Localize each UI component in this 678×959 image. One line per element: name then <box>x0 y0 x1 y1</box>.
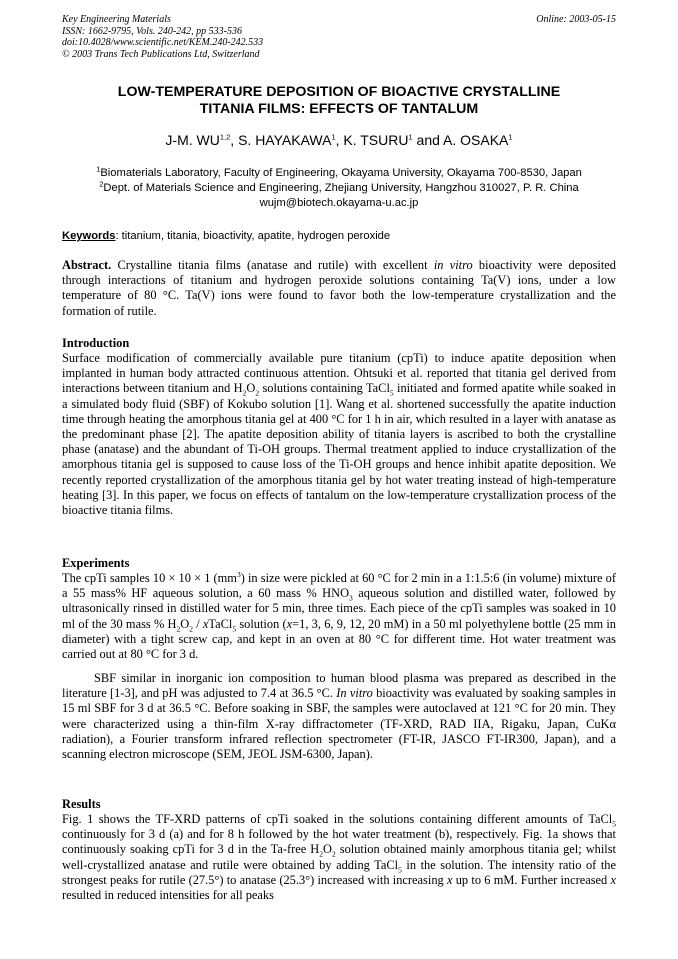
abstract-label: Abstract. <box>62 258 112 272</box>
author-name: J-M. WU <box>165 132 220 148</box>
superscript: 3 <box>236 569 241 579</box>
author-affil-mark: 1 <box>508 132 513 142</box>
title-line-1: LOW-TEMPERATURE DEPOSITION OF BIOACTIVE CRYSTALLINE <box>117 84 561 100</box>
italic-var: x <box>446 872 453 887</box>
subscript: 2 <box>242 388 247 398</box>
affiliations <box>62 166 616 211</box>
contact-email: wujm@biotech.okayama-u.ac.jp <box>259 197 419 209</box>
exp-text: TaCl <box>208 616 233 631</box>
keywords-text: : titanium, titania, bioactivity, apatite, hydrogen peroxide <box>115 230 391 242</box>
introduction-paragraph <box>62 351 616 518</box>
results-paragraph <box>62 812 616 903</box>
subscript: 2 <box>176 624 181 634</box>
affil-mark: 2 <box>99 179 104 189</box>
exp-text: bioactivity was evaluated by soaking samples in 15 ml SBF for 3 d at 36.5 °C. Before soaking in SBF, the samples were autoclaved at 121 °C for 20 min. They were characterized using a thin-film X-ray diffractometer (TF-XRD, RAD IIA, Rigaku, Japan, CuKα radiation), a Fourier transform infrared reflection spectrometer (FT-IR, JASCO FT-IR300, Japan), and a scanning electron microscope (SEM, JEOL JSM-6300, Japan). <box>62 686 616 762</box>
intro-text: solutions containing TaCl <box>259 381 390 396</box>
author-name: , K. TSURU <box>335 132 409 148</box>
subscript: 5 <box>398 865 402 875</box>
res-text: continuously for 3 d (a) and for 8 h followed by the hot water treatment (b), respectively. Fig. 1a shows that continuously soaking cpTi for 3 d in the Ta-free H <box>62 827 616 857</box>
abstract-italic: in vitro <box>433 258 473 272</box>
res-text: in the solution. The intensity ratio of the strongest peaks for rutile (27.5°) to anatase (25.3°) increased with increasing <box>62 857 616 887</box>
experiments-paragraph-1 <box>62 571 616 662</box>
exp-text: The cpTi samples 10 × 10 × 1 (mm <box>62 571 237 585</box>
subscript: 2 <box>331 849 336 859</box>
subscript: 3 <box>349 593 353 603</box>
subscript: 5 <box>232 624 237 634</box>
res-text: Fig. 1 shows the TF-XRD patterns of cpTi soaked in the solutions containing different amounts of TaCl <box>62 812 613 826</box>
abstract-text: bioactivity were deposited through interactions of titanium and hydrogen peroxide solutions containing Ta(V) ions, under a low temperature of 80 °C. Ta(V) ions were found to favor both the low-temperature crystallization and the formation of rutile. <box>62 258 616 318</box>
affil-mark: 1 <box>96 164 101 174</box>
keywords <box>62 229 616 243</box>
res-text: resulted in reduced intensities for all peaks <box>62 888 274 903</box>
affil-text: Dept. of Materials Science and Engineering, Zhejiang University, Hangzhou 310027, P. R. China <box>103 182 579 194</box>
author-list <box>62 131 616 149</box>
italic-var: x <box>286 616 293 631</box>
res-text: solution obtained mainly amorphous titania gel; whilst well-crystallized anatase and rutile were obtained by adding TaCl <box>62 842 616 872</box>
affiliation-2 <box>62 181 616 196</box>
experiments-heading: Experiments <box>62 556 130 570</box>
author-name: , S. HAYAKAWA <box>230 132 332 148</box>
affil-text: Biomaterials Laboratory, Faculty of Engineering, Okayama University, Okayama 700-8530, Japan <box>100 167 582 179</box>
exp-text: ) in size were pickled at 60 °C for 2 min in a 1:1.5:6 (in volume) mixture of a 55 mass% HF aqueous solution, a 60 mass % HNO <box>62 571 616 601</box>
doi-line: doi:10.4028/www.scientific.net/KEM.240-242.533 <box>62 37 264 48</box>
copyright-line: © 2003 Trans Tech Publications Ltd, Switzerland <box>62 48 260 60</box>
intro-text: Surface modification of commercially available pure titanium (cpTi) to induce apatite deposition when implanted in human body attracted continuous attention. Ohtsuki et al. reported that titania gel derived from interactions between titanium and H <box>62 351 616 396</box>
online-date: Online: 2003-05-15 <box>536 14 616 25</box>
author-affil-mark: 1,2 <box>219 132 231 142</box>
exp-text: solution ( <box>236 616 287 631</box>
abstract <box>62 258 616 319</box>
exp-text: aqueous solution and distilled water, followed by ultrasonically rinsed in distilled water for 5 min, three times. Each piece of the cpTi samples was soaked in 10 ml of the 30 mass % H <box>62 586 616 631</box>
journal-name: Key Engineering Materials <box>62 14 171 25</box>
introduction-heading: Introduction <box>62 336 130 350</box>
res-text: O <box>323 842 332 857</box>
experiments-paragraph-2 <box>62 671 616 762</box>
exp-text: =1, 3, 6, 9, 12, 20 mM) in a 50 ml polyethylene bottle (25 mm in diameter) with a tight screw cap, and kept in an oven at 80 °C for different time. Hot water treatment was carried out at 80 °C for 3 d. <box>62 616 616 662</box>
title-line-2: TITANIA FILMS: EFFECTS OF TANTALUM <box>199 101 479 117</box>
journal-header <box>62 14 616 60</box>
author-affil-mark: 1 <box>408 132 413 142</box>
italic-var: x <box>610 872 616 887</box>
res-text: up to 6 mM. Further increased <box>452 872 611 887</box>
subscript: 2 <box>255 388 260 398</box>
author-name: and A. OSAKA <box>412 132 509 148</box>
author-affil-mark: 1 <box>331 132 336 142</box>
italic-term: In vitro <box>336 686 373 701</box>
issn-line: ISSN: 1662-9795, Vols. 240-242, pp 533-536 <box>62 25 242 37</box>
keywords-label: Keywords <box>62 230 116 242</box>
paper-title <box>62 84 616 118</box>
subscript: 5 <box>389 388 394 398</box>
intro-text: initiated and formed apatite while soaked in a simulated body fluid (SBF) of Kokubo solution [1]. Wang et al. shortened successfully the apatite induction time through heating the amorphous titania gel at 400 °C for 1 h in air, which resulted in a layer with anatase as the predominant phase [2]. The apatite deposition ability of titania layers is ascribed to both the crystalline phase (anatase) and the abundant of Ti-OH groups. Thermal treatment applied to induce crystallization of the amorphous titania gel is supposed to cause loss of the Ti-OH groups and hence inhibit apatite deposition. We recently reported crystallization of the amorphous titania gel by hot water treating instead of high-temperature heating [3]. In this paper, we focus on effects of tantalum on the low-temperature crystallization process of the bioactive titania films. <box>62 381 616 518</box>
exp-text: SBF similar in inorganic ion composition to human blood plasma was prepared as described in the literature [1-3], and pH was adjusted to 7.4 at 36.5 °C. <box>62 671 616 701</box>
exp-text: O <box>180 616 190 631</box>
abstract-text: Crystalline titania films (anatase and rutile) with excellent <box>111 258 434 272</box>
subscript: 2 <box>319 849 323 859</box>
affiliation-1 <box>62 166 616 181</box>
exp-text: / <box>192 616 203 631</box>
results-heading: Results <box>62 797 101 811</box>
italic-var: x <box>202 616 209 631</box>
subscript: 2 <box>189 624 193 634</box>
subscript: 5 <box>612 819 616 829</box>
intro-text: O <box>246 381 256 396</box>
